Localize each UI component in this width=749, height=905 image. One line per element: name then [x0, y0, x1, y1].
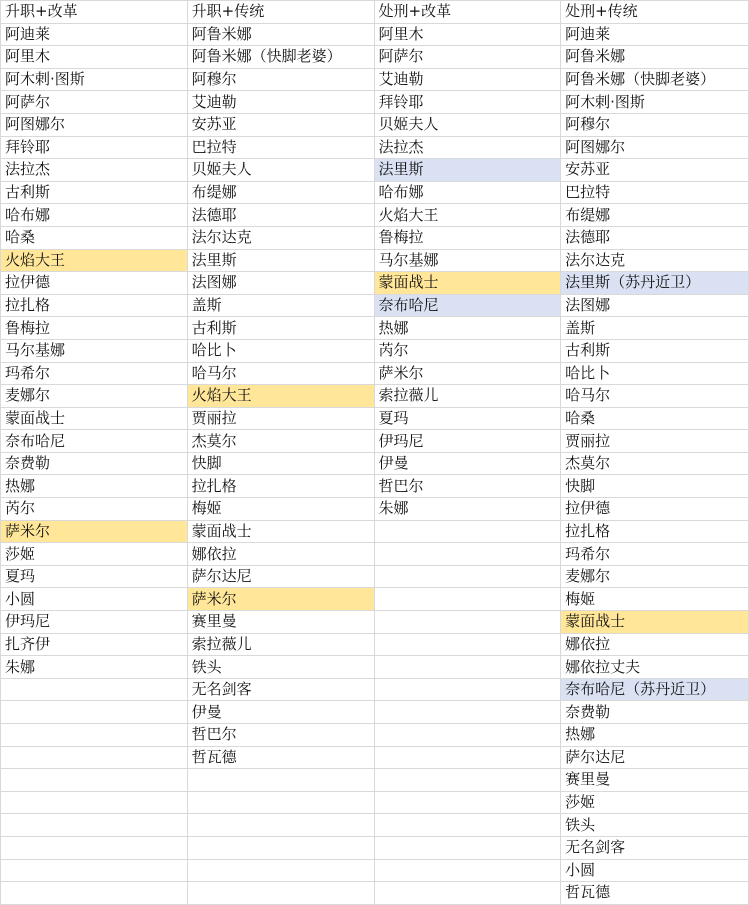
table-row — [1, 430, 749, 453]
table-cell[interactable]: 萨尔达尼 — [561, 746, 749, 769]
table-cell[interactable]: 法里斯（苏丹近卫） — [561, 272, 749, 295]
table-cell[interactable]: 热娜 — [374, 317, 561, 340]
table-cell[interactable]: 夏玛 — [374, 407, 561, 430]
table-cell[interactable]: 奈布哈尼（苏丹近卫） — [561, 678, 749, 701]
table-row — [1, 407, 749, 430]
table-cell[interactable]: 赛里曼 — [187, 611, 374, 634]
table-cell[interactable]: 哈桑 — [1, 226, 188, 249]
table-cell[interactable]: 艾迪勒 — [187, 91, 374, 114]
table-cell[interactable]: 萨米尔 — [187, 588, 374, 611]
table-cell[interactable]: 拉扎格 — [1, 294, 188, 317]
table-cell[interactable]: 索拉薇儿 — [374, 385, 561, 408]
table-cell[interactable]: 安苏亚 — [187, 113, 374, 136]
table-cell[interactable] — [1, 859, 188, 882]
table-cell[interactable]: 巴拉特 — [561, 181, 749, 204]
table-cell[interactable]: 阿鲁米娜 — [187, 23, 374, 46]
table-cell[interactable]: 阿穆尔 — [561, 113, 749, 136]
table-cell[interactable]: 朱娜 — [374, 498, 561, 521]
table-row — [1, 498, 749, 521]
table-cell[interactable]: 哈马尔 — [561, 385, 749, 408]
table-cell[interactable]: 布缇娜 — [187, 181, 374, 204]
table-cell[interactable]: 麦娜尔 — [1, 385, 188, 408]
table-row — [1, 678, 749, 701]
table-cell[interactable] — [374, 769, 561, 792]
table-cell[interactable] — [374, 791, 561, 814]
table-cell[interactable]: 盖斯 — [187, 294, 374, 317]
table-cell[interactable]: 赛里曼 — [561, 769, 749, 792]
table-cell[interactable]: 哈布娜 — [1, 204, 188, 227]
table-cell[interactable] — [187, 769, 374, 792]
table-row — [1, 385, 749, 408]
table-cell[interactable]: 古利斯 — [1, 181, 188, 204]
table-cell[interactable]: 阿里木 — [374, 23, 561, 46]
table-row — [1, 746, 749, 769]
table-cell[interactable]: 伊曼 — [374, 452, 561, 475]
table-cell[interactable] — [374, 656, 561, 679]
table-cell[interactable]: 法拉杰 — [374, 136, 561, 159]
table-row — [1, 23, 749, 46]
table-cell[interactable] — [187, 836, 374, 859]
table-cell[interactable]: 小圆 — [561, 859, 749, 882]
table-row — [1, 226, 749, 249]
table-cell[interactable] — [374, 882, 561, 905]
table-row — [1, 159, 749, 182]
table-cell[interactable]: 阿里木 — [1, 46, 188, 69]
table-cell[interactable]: 芮尔 — [374, 339, 561, 362]
column-header[interactable]: 处刑+传统 — [561, 1, 749, 24]
table-cell[interactable] — [374, 588, 561, 611]
table-cell[interactable]: 伊曼 — [187, 701, 374, 724]
table-cell[interactable]: 贝姬夫人 — [187, 159, 374, 182]
table-cell[interactable] — [374, 859, 561, 882]
table-row — [1, 113, 749, 136]
table-cell[interactable]: 麦娜尔 — [561, 565, 749, 588]
table-cell[interactable]: 玛希尔 — [1, 362, 188, 385]
table-cell[interactable]: 马尔基娜 — [374, 249, 561, 272]
table-cell[interactable]: 哈马尔 — [187, 362, 374, 385]
table-cell[interactable]: 蒙面战士 — [1, 407, 188, 430]
table-cell[interactable]: 法尔达克 — [187, 226, 374, 249]
table-cell[interactable]: 伊玛尼 — [374, 430, 561, 453]
table-cell[interactable]: 哲巴尔 — [374, 475, 561, 498]
table-cell[interactable]: 铁头 — [561, 814, 749, 837]
table-cell[interactable]: 热娜 — [561, 724, 749, 747]
table-cell[interactable]: 贾丽拉 — [187, 407, 374, 430]
table-cell[interactable]: 法拉杰 — [1, 159, 188, 182]
table-cell[interactable]: 马尔基娜 — [1, 339, 188, 362]
table-cell[interactable]: 无名剑客 — [187, 678, 374, 701]
header-row — [1, 1, 749, 24]
table-cell[interactable]: 夏玛 — [1, 565, 188, 588]
table-cell[interactable]: 快脚 — [561, 475, 749, 498]
spreadsheet-body — [1, 1, 749, 905]
table-cell[interactable]: 法德耶 — [561, 226, 749, 249]
table-cell[interactable] — [1, 701, 188, 724]
table-cell[interactable] — [1, 791, 188, 814]
table-cell[interactable] — [374, 746, 561, 769]
table-cell[interactable]: 玛希尔 — [561, 543, 749, 566]
table-cell[interactable]: 古利斯 — [561, 339, 749, 362]
table-cell[interactable] — [374, 836, 561, 859]
table-cell[interactable] — [1, 724, 188, 747]
column-header[interactable]: 升职+传统 — [187, 1, 374, 24]
table-cell[interactable]: 萨米尔 — [1, 520, 188, 543]
table-cell[interactable] — [1, 882, 188, 905]
table-row — [1, 204, 749, 227]
table-cell[interactable]: 哈比卜 — [187, 339, 374, 362]
table-cell[interactable]: 奈布哈尼 — [374, 294, 561, 317]
table-cell[interactable]: 蒙面战士 — [561, 611, 749, 634]
table-cell[interactable]: 贝姬夫人 — [374, 113, 561, 136]
table-cell[interactable]: 热娜 — [1, 475, 188, 498]
table-cell[interactable]: 巴拉特 — [187, 136, 374, 159]
table-row — [1, 633, 749, 656]
table-cell[interactable]: 拉伊德 — [1, 272, 188, 295]
table-cell[interactable]: 奈布哈尼 — [1, 430, 188, 453]
table-cell[interactable] — [374, 565, 561, 588]
table-row — [1, 294, 749, 317]
table-cell[interactable]: 哲瓦德 — [561, 882, 749, 905]
table-row — [1, 588, 749, 611]
table-row — [1, 701, 749, 724]
table-cell[interactable]: 鲁梅拉 — [374, 226, 561, 249]
table-cell[interactable]: 蒙面战士 — [187, 520, 374, 543]
table-cell[interactable]: 拉扎格 — [187, 475, 374, 498]
table-cell[interactable]: 盖斯 — [561, 317, 749, 340]
table-cell[interactable]: 法图娜 — [187, 272, 374, 295]
table-cell[interactable] — [1, 746, 188, 769]
table-cell[interactable]: 杰莫尔 — [187, 430, 374, 453]
table-row — [1, 769, 749, 792]
table-cell[interactable]: 萨米尔 — [374, 362, 561, 385]
table-cell[interactable]: 法里斯 — [187, 249, 374, 272]
table-row — [1, 859, 749, 882]
table-cell[interactable]: 法尔达克 — [561, 249, 749, 272]
table-cell[interactable]: 铁头 — [187, 656, 374, 679]
table-cell[interactable]: 布缇娜 — [561, 204, 749, 227]
table-cell[interactable]: 阿穆尔 — [187, 68, 374, 91]
table-cell[interactable]: 火焰大王 — [187, 385, 374, 408]
table-cell[interactable] — [1, 836, 188, 859]
table-cell[interactable]: 小圆 — [1, 588, 188, 611]
table-cell[interactable]: 快脚 — [187, 452, 374, 475]
table-cell[interactable]: 梅姬 — [187, 498, 374, 521]
table-cell[interactable]: 哲瓦德 — [187, 746, 374, 769]
table-cell[interactable]: 哈桑 — [561, 407, 749, 430]
table-row — [1, 836, 749, 859]
table-row — [1, 68, 749, 91]
table-cell[interactable]: 鲁梅拉 — [1, 317, 188, 340]
table-cell[interactable]: 哲巴尔 — [187, 724, 374, 747]
table-cell[interactable]: 哈布娜 — [374, 181, 561, 204]
table-cell[interactable]: 索拉薇儿 — [187, 633, 374, 656]
table-cell[interactable]: 萨尔达尼 — [187, 565, 374, 588]
table-row — [1, 656, 749, 679]
table-cell[interactable]: 拉伊德 — [561, 498, 749, 521]
table-cell[interactable]: 法德耶 — [187, 204, 374, 227]
table-cell[interactable]: 娜依拉丈夫 — [561, 656, 749, 679]
table-cell[interactable]: 朱娜 — [1, 656, 188, 679]
table-cell[interactable]: 阿鲁米娜 — [561, 46, 749, 69]
table-cell[interactable]: 阿萨尔 — [1, 91, 188, 114]
table-cell[interactable] — [1, 769, 188, 792]
table-row — [1, 475, 749, 498]
table-cell[interactable] — [187, 791, 374, 814]
table-cell[interactable]: 阿木剌·图斯 — [561, 91, 749, 114]
table-cell[interactable] — [374, 520, 561, 543]
table-cell[interactable]: 奈费勒 — [1, 452, 188, 475]
table-cell[interactable] — [1, 678, 188, 701]
table-cell[interactable]: 阿木剌·图斯 — [1, 68, 188, 91]
table-cell[interactable]: 拜铃耶 — [1, 136, 188, 159]
table-cell[interactable]: 蒙面战士 — [374, 272, 561, 295]
table-cell[interactable]: 火焰大王 — [374, 204, 561, 227]
table-row — [1, 882, 749, 905]
table-cell[interactable] — [187, 859, 374, 882]
table-cell[interactable]: 扎齐伊 — [1, 633, 188, 656]
table-row — [1, 249, 749, 272]
table-cell[interactable]: 杰莫尔 — [561, 452, 749, 475]
table-cell[interactable]: 阿迪莱 — [1, 23, 188, 46]
table-row — [1, 791, 749, 814]
table-cell[interactable]: 阿迪莱 — [561, 23, 749, 46]
table-cell[interactable] — [374, 678, 561, 701]
table-cell[interactable]: 古利斯 — [187, 317, 374, 340]
table-row — [1, 272, 749, 295]
table-cell[interactable]: 娜依拉 — [561, 633, 749, 656]
table-cell[interactable] — [374, 611, 561, 634]
table-row — [1, 181, 749, 204]
table-cell[interactable]: 莎姬 — [1, 543, 188, 566]
table-cell[interactable]: 安苏亚 — [561, 159, 749, 182]
table-cell[interactable]: 火焰大王 — [1, 249, 188, 272]
table-cell[interactable]: 拜铃耶 — [374, 91, 561, 114]
table-cell[interactable]: 娜依拉 — [187, 543, 374, 566]
table-row — [1, 91, 749, 114]
table-cell[interactable]: 哈比卜 — [561, 362, 749, 385]
table-cell[interactable]: 伊玛尼 — [1, 611, 188, 634]
table-cell[interactable] — [374, 633, 561, 656]
table-row — [1, 520, 749, 543]
table-cell[interactable]: 阿图娜尔 — [1, 113, 188, 136]
table-row — [1, 543, 749, 566]
table-cell[interactable]: 法图娜 — [561, 294, 749, 317]
column-header[interactable]: 处刑+改革 — [374, 1, 561, 24]
table-cell[interactable]: 芮尔 — [1, 498, 188, 521]
table-row — [1, 339, 749, 362]
table-row — [1, 814, 749, 837]
table-cell[interactable]: 阿鲁米娜（快脚老婆） — [187, 46, 374, 69]
table-cell[interactable]: 阿图娜尔 — [561, 136, 749, 159]
table-cell[interactable]: 无名剑客 — [561, 836, 749, 859]
table-cell[interactable] — [187, 814, 374, 837]
table-cell[interactable]: 奈费勒 — [561, 701, 749, 724]
table-row — [1, 317, 749, 340]
table-row — [1, 136, 749, 159]
table-cell[interactable]: 拉扎格 — [561, 520, 749, 543]
table-cell[interactable]: 阿萨尔 — [374, 46, 561, 69]
table-cell[interactable]: 贾丽拉 — [561, 430, 749, 453]
table-cell[interactable]: 艾迪勒 — [374, 68, 561, 91]
table-row — [1, 611, 749, 634]
table-cell[interactable] — [374, 543, 561, 566]
table-cell[interactable] — [1, 814, 188, 837]
table-row — [1, 724, 749, 747]
table-cell[interactable]: 阿鲁米娜（快脚老婆） — [561, 68, 749, 91]
table-cell[interactable] — [187, 882, 374, 905]
table-row — [1, 452, 749, 475]
table-cell[interactable] — [374, 724, 561, 747]
table-cell[interactable]: 莎姬 — [561, 791, 749, 814]
table-cell[interactable] — [374, 814, 561, 837]
table-cell[interactable]: 法里斯 — [374, 159, 561, 182]
table-cell[interactable] — [374, 701, 561, 724]
column-header[interactable]: 升职+改革 — [1, 1, 188, 24]
table-row — [1, 565, 749, 588]
table-cell[interactable]: 梅姬 — [561, 588, 749, 611]
table-row — [1, 362, 749, 385]
table-row — [1, 46, 749, 69]
